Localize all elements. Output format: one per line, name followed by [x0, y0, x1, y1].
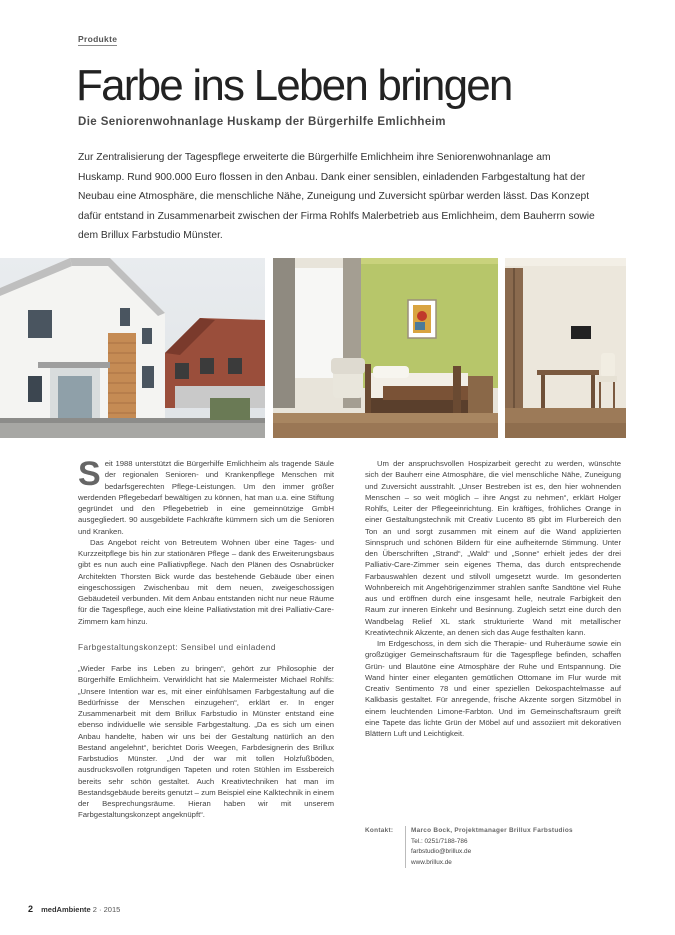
- issue-number: 2 · 2015: [92, 905, 121, 914]
- contact-phone: Tel.: 0251/7188-786: [411, 837, 468, 845]
- body-column-left: [78, 455, 334, 821]
- section-label: Produkte: [78, 34, 118, 44]
- contact-email[interactable]: farbstudio@brillux.de: [411, 848, 472, 855]
- magazine-name: medAmbiente: [41, 905, 91, 914]
- paragraph: Seit 1988 unterstützt die Bürgerhilfe Emlichheim als tragende Säule der regionalen Senioren- und Krankenpflege Menschen mit bedarfsgerechten Pflege-Leistungen. Um den immer größer werdenden Pflegebedarf bewältigen zu können, hat man u.a. eine Stiftung gegründet und den Pflegebetrieb in eine gemeinnützige GmbH ausgegliedert. 90 ausgebildete Fachkräfte kümmern sich um die Senioren und Kranken.: [78, 455, 334, 536]
- lead-paragraph: Zur Zentralisierung der Tagespflege erweiterte die Bürgerhilfe Emlichheim ihre Seniorenwohnanlage am Huskamp. Rund 900.000 Euro flossen in den Anbau. Dank einer sensiblen, einladenden Farbgestaltung hat der Neubau eine Atmosphäre, die menschliche Nähe, Zuneigung und Zuversicht spürbar werden lässt. Das Konzept dafür entstand in Zusammenarbeit zwischen der Firma Rohlfs Malerbetrieb aus Emlichheim, dem Bauherrn sowie dem Brillux Farbstudio Münster.: [78, 152, 595, 242]
- page-footer: [28, 904, 120, 914]
- body-column-right: [365, 458, 621, 739]
- page-number: 2: [28, 904, 34, 914]
- paragraph: Das Angebot reicht von Betreutem Wohnen über eine Tages- und Kurzzeitpflege bis hin zur stationären Pflege – dank des Erweiterungsbaus gibt es nun auch eine Palliativpflege. Nach den Plänen des Osnabrücker Architekten Thorsten Bick wurde das bestehende Gebäude über einen eingeschossigen Zwischenbau mit dem neuen, zweigeschossigen Gebäudeteil verbunden. Mit dem Anbau entstanden nicht nur neue Räume für die Tagespflege, auch eine kleine Palliativstation mit drei Palliativ-Care-Zimmern kam hinzu.: [78, 537, 334, 626]
- article-title: Farbe ins Leben bringen: [76, 61, 512, 110]
- contact-details: [405, 826, 573, 868]
- paragraph: „Wieder Farbe ins Leben zu bringen“, gehört zur Philosophie der Bürgerhilfe Emlichheim. Verwirklicht hat sie Malermeister Michael Rohlfs: „Unsere Intention war es, mit einer einfühlsamen Farbgestaltung auf die Bedürfnisse der Menschen einzugehen“, erklärt er. In enger Zusammenarbeit mit dem Brillux Farbstudio in Münster entstand eine ebenso individuelle wie sensible Farbgestaltung. „Da es sich um einen Anbau handelte, haben wir uns bei der Gestaltung natürlich an den Bestand angelehnt“, berichtet Doris Weegen, Farbdesignerin des Brillux Farbstudios Münster. „Und der war mit tollen Holzfußböden, ausdrucksvollen rotgrundigen Tapeten und roten Stühlen im Essbereich bereits sehr schön gestaltet. Auch Kreativtechniken hat man im Bestandsgebäude bereits genutzt – zum Beispiel eine Kalktechnik in einem der Besprechungsräume. Hieran haben wir mit unserem Farbgestaltungskonzept angeknüpft“.: [78, 664, 334, 820]
- contact-website[interactable]: www.brillux.de: [411, 858, 452, 866]
- photo-room-desk: [505, 258, 626, 438]
- photo-building-exterior: [0, 258, 265, 438]
- dropcap: S: [78, 455, 101, 493]
- section-heading: Farbgestaltungskonzept: Sensibel und einladend: [78, 641, 276, 652]
- paragraph: Im Erdgeschoss, in dem sich die Therapie- und Ruheräume sowie ein großzügiger Gemeinschaftsraum für die Tagespflege befinden, schaffen Grün- und Blautöne eine Atmosphäre der Ruhe und Entspannung. Die Wand hinter einer eleganten gemütlichen Ottomane im Flur wurde mit Creativ Sentimento 78 und einer speziellen Dekospachtelmasse auf Kalkbasis gestaltet. Für anregende, frische Akzente sorgen Sitzmöbel in einem leuchtenden Limone-Farbton. Und im Gemeinschaftsraum greift eine Tapete das lichte Grün der Möbel auf und assoziiert mit dekorativen Blättern Luft und Leichtigkeit.: [365, 639, 621, 738]
- article-subtitle: Die Seniorenwohnanlage Huskamp der Bürgerhilfe Emlichheim: [78, 116, 446, 128]
- contact-label: Kontakt:: [365, 827, 394, 834]
- photo-palliative-room: [273, 258, 498, 438]
- paragraph: Um der anspruchsvollen Hospizarbeit gerecht zu werden, wünschte sich der Bauherr eine Atmosphäre, die viel menschliche Nähe, Zuneigung und Zuversicht ausstrahlt. „Unser Bestreben ist es, den hier wohnenden Menschen – so weit möglich – ihre Angst zu nehmen“, erklärt Holger Rohlfs, Leiter der Pflegeeinrichtung. Ein kräftiges, fröhliches Orange in einer Gestaltungstechnik mit Creativ Lucento 85 gibt im Flurbereich den Ton an und sorgt zusammen mit einem auf die Wand applizierten Sinnspruch und schönen Bildern für eine aufheiternde Stimmung. Unter den Überschriften „Strand“, „Wald“ und „Sonne“ erhielt jedes der drei Palliativ-Care-Zimmer sein eigenes Thema, das durch entsprechende Farbauswahlen dezent und stilvoll umgesetzt wurde. Im gesonderten Wohnbereich mit Angehörigenzimmer strahlen sanfte Sandtöne viel Ruhe aus und eröffnen durch eine insgesamt helle, neutrale Farbigkeit den Raum zur inneren Einkehr und Besinnung. Zugleich setzt eine durch den Wandbelag Relief XL stark strukturierte Wand mit metallischer Kreativtechnik Akzente, an denen sich das Auge festhalten kann.: [365, 459, 621, 637]
- contact-name: Marco Bock, Projektmanager Brillux Farbstudios: [411, 827, 573, 834]
